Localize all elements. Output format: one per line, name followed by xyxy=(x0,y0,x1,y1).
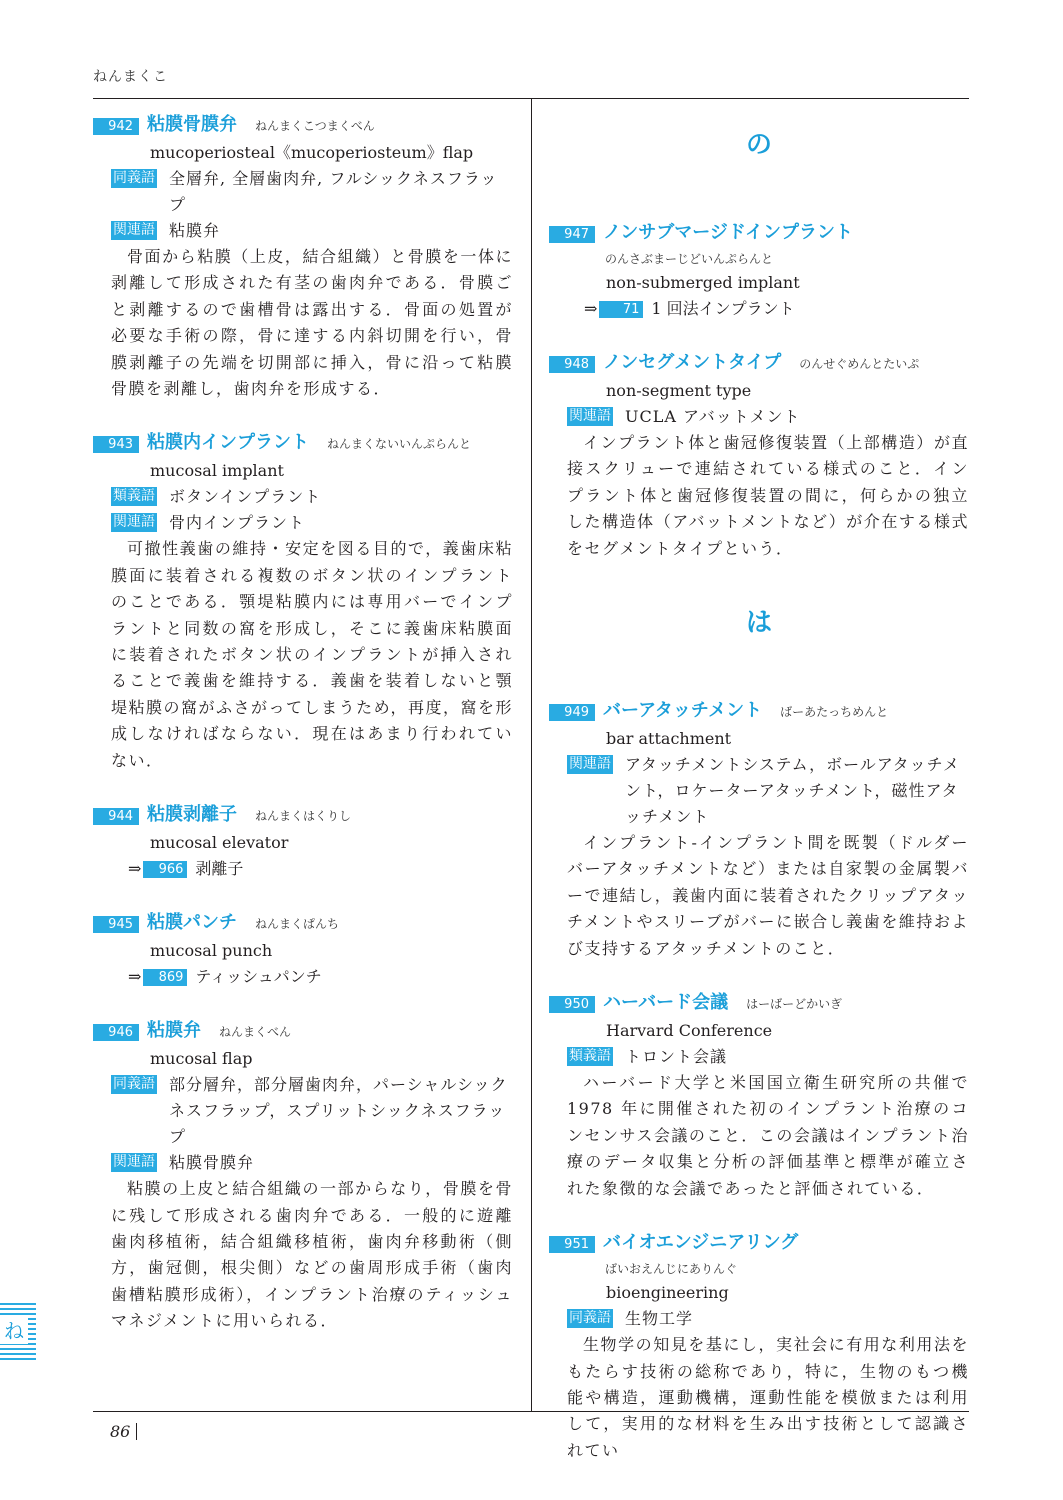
entry-944 xyxy=(93,800,513,882)
entry-body: 骨面から粘膜（上皮，結合組織）と骨膜を一体に剥離して形成された有茎の歯肉弁である．骨膜ごと剥離するので歯槽骨は露出する．骨面の処置が必要な手術の際，骨に達する内斜切開を行い，骨膜剥離子の先端を切開部に挿入，骨に沿って粘膜骨膜を剥離し，歯肉弁を形成する． xyxy=(111,247,513,399)
right-column xyxy=(549,110,969,1490)
cross-reference-term: ティッシュパンチ xyxy=(195,967,322,987)
cross-reference-term: 1 回法インプラント xyxy=(651,299,795,318)
entry-term: バーアタッチメント xyxy=(603,700,763,722)
relation-text: UCLA アバットメント xyxy=(625,407,801,426)
entry-945 xyxy=(93,908,513,990)
entry-reading: はーばーどかいぎ xyxy=(746,997,843,1012)
entry-reading: ねんまくぱんち xyxy=(255,917,340,932)
entry-949 xyxy=(549,696,969,962)
cross-reference xyxy=(93,856,513,882)
entry-reading: ばーあたっちめんと xyxy=(780,705,889,720)
relation-text: 全層弁, 全層歯肉弁, フルシックネスフラップ xyxy=(169,169,498,214)
relation-tag: 類義語 xyxy=(113,488,155,505)
entry-943 xyxy=(93,428,513,774)
page-number-divider xyxy=(136,1423,137,1440)
entry-body: 粘膜の上皮と結合組織の一部からなり，骨膜を骨に残して形成される歯肉弁である．一般的に遊離歯肉移植術，結合組織移植術，歯肉弁移動術（側方，歯冠側，根尖側）などの歯周形成手術（歯肉歯槽粘膜形成術），インプラント治療のティッシュマネジメントに用いられる． xyxy=(111,1179,513,1331)
relation-text: 粘膜骨膜弁 xyxy=(169,1153,255,1173)
entry-body: 生物学の知見を基にし，実社会に有用な利用法をもたらす技術の総称であり，特に，生物のもつ機能や構造，運動機構，運動性能を模倣または利用して，実用的な材料を生み出す技術として認識されてい xyxy=(567,1335,969,1460)
entry-947 xyxy=(549,218,969,322)
see-arrow-icon: ⇒ xyxy=(584,299,598,318)
entry-reading: ばいおえんじにありんぐ xyxy=(605,1262,738,1277)
left-column xyxy=(93,110,513,1361)
relation-text: ボタンインプラント xyxy=(169,487,322,507)
entry-number: 948 xyxy=(549,356,595,373)
entry-english: bar attachment xyxy=(606,729,732,749)
entry-english: mucosal flap xyxy=(150,1049,253,1069)
cross-reference xyxy=(93,964,513,990)
relation-tag: 同義語 xyxy=(113,170,155,186)
section-heading-no: の xyxy=(745,130,772,160)
relation-tag: 同義語 xyxy=(569,1310,611,1327)
entry-number: 951 xyxy=(549,1236,595,1253)
entry-948 xyxy=(549,348,969,562)
column-divider xyxy=(531,99,532,1411)
cross-reference-number[interactable]: 71 xyxy=(599,301,643,318)
entry-term: 粘膜剥離子 xyxy=(147,804,237,826)
relation-tag: 関連語 xyxy=(569,408,611,424)
entry-reading: ねんまくこつまくべん xyxy=(255,119,375,133)
entry-950 xyxy=(549,988,969,1202)
entry-reading: のんさぶまーじどいんぷらんと xyxy=(605,252,774,266)
relation-row xyxy=(93,166,513,218)
relation-tag: 同義語 xyxy=(113,1076,155,1093)
entry-term: ノンセグメントタイプ xyxy=(603,352,782,373)
relation-tag: 関連語 xyxy=(569,756,611,773)
relation-text: 生物工学 xyxy=(625,1309,694,1329)
entry-number: 945 xyxy=(93,916,139,933)
relation-row xyxy=(549,404,969,430)
page-number: 86 xyxy=(110,1422,131,1441)
relation-text: 骨内インプラント xyxy=(169,513,306,533)
entry-term: 粘膜内インプラント xyxy=(147,432,309,454)
entry-number: 942 xyxy=(93,118,139,135)
entry-term: バイオエンジニアリング xyxy=(603,1232,799,1254)
entry-english: mucosal punch xyxy=(150,941,273,961)
entry-term: 粘膜弁 xyxy=(147,1020,201,1042)
relation-text: 部分層弁，部分層歯肉弁，パーシャルシックネスフラップ，スプリットシックネスフラップ xyxy=(169,1075,508,1147)
entry-number: 944 xyxy=(93,808,139,825)
relation-row xyxy=(93,218,513,244)
cross-reference-term: 剥離子 xyxy=(195,859,244,879)
relation-tag: 関連語 xyxy=(113,514,155,531)
relation-tag: 類義語 xyxy=(569,1048,611,1065)
entry-english: mucosal elevator xyxy=(150,833,289,853)
relation-row xyxy=(549,1306,969,1332)
entry-english: mucosal implant xyxy=(150,461,284,481)
cross-reference xyxy=(549,296,969,322)
entry-term: ノンサブマージドインプラント xyxy=(603,222,854,243)
entry-english: Harvard Conference xyxy=(606,1021,773,1041)
entry-term: 粘膜パンチ xyxy=(147,912,237,934)
entry-reading: ねんまくはくりし xyxy=(255,809,352,824)
entry-english: bioengineering xyxy=(606,1283,729,1303)
bottom-rule xyxy=(93,1411,969,1412)
entry-body: 可撤性義歯の維持・安定を図る目的で，義歯床粘膜面に装着される複数のボタン状のインプラントのことである．顎堤粘膜内には専用バーでインプラントと同数の窩を形成し，そこに義歯床粘膜面に装着されたボタン状のインプラントが挿入されることで義歯を維持する．義歯を装着しないと顎堤粘膜の窩がふさがってしまうため，再度，窩を形成しなければならない．現在はあまり行われていない． xyxy=(111,539,513,770)
relation-row xyxy=(93,484,513,510)
relation-row xyxy=(549,752,969,830)
relation-text: アタッチメントシステム，ボールアタッチメント，ロケーターアタッチメント，磁性アタッチメント xyxy=(625,755,961,827)
cross-reference-number[interactable]: 966 xyxy=(143,861,187,878)
relation-row xyxy=(549,1044,969,1070)
entry-951 xyxy=(549,1228,969,1464)
entry-reading: ねんまくべん xyxy=(219,1025,292,1040)
see-arrow-icon: ⇒ xyxy=(128,967,142,987)
relation-tag: 関連語 xyxy=(113,222,155,238)
entry-942 xyxy=(93,110,513,402)
entry-reading: のんせぐめんとたいぷ xyxy=(799,357,920,371)
entry-body: インプラント-インプラント間を既製（ドルダーバーアタッチメントなど）または自家製の金属製バーで連結し，義歯内面に装着されたクリップアタッチメントやスリーブがバーに嵌合し義歯を維持および支持するアタッチメントのこと． xyxy=(567,833,969,958)
section-heading-ha: は xyxy=(745,608,772,639)
entry-number: 946 xyxy=(93,1024,139,1041)
relation-tag: 関連語 xyxy=(113,1154,155,1171)
entry-reading: ねんまくないいんぷらんと xyxy=(327,437,472,452)
relation-row xyxy=(93,1072,513,1150)
entry-number: 947 xyxy=(549,226,595,243)
entry-english: non-segment type xyxy=(606,381,752,400)
entry-english: non-submerged implant xyxy=(606,273,800,292)
cross-reference-number[interactable]: 869 xyxy=(143,969,187,986)
entry-number: 949 xyxy=(549,704,595,721)
relation-row xyxy=(93,1150,513,1176)
entry-body: ハーバード大学と米国国立衛生研究所の共催で1978 年に開催された初のインプラント治療のコンセンサス会議のこと．この会議はインプラント治療のデータ収集と分析の評価基準と標準が確立された象徴的な会議であったと評価されている． xyxy=(567,1073,969,1198)
running-head: ねんまくこ xyxy=(93,69,168,85)
relation-text: 粘膜弁 xyxy=(169,221,221,240)
thumb-index-label: ね xyxy=(0,1318,28,1344)
entry-english: mucoperiosteal《mucoperiosteum》flap xyxy=(150,143,474,162)
entry-946 xyxy=(93,1016,513,1334)
entry-body: インプラント体と歯冠修復装置（上部構造）が直接スクリューで連結されている様式のこと．インプラント体と歯冠修復装置の間に，何らかの独立した構造体（アバットメントなど）が介在する様式をセグメントタイプという． xyxy=(567,433,969,558)
relation-row xyxy=(93,510,513,536)
entry-term: ハーバード会議 xyxy=(603,992,729,1014)
entry-term: 粘膜骨膜弁 xyxy=(147,114,237,135)
see-arrow-icon: ⇒ xyxy=(128,859,142,879)
entry-number: 950 xyxy=(549,996,595,1013)
relation-text: トロント会議 xyxy=(625,1047,728,1067)
entry-number: 943 xyxy=(93,436,139,453)
